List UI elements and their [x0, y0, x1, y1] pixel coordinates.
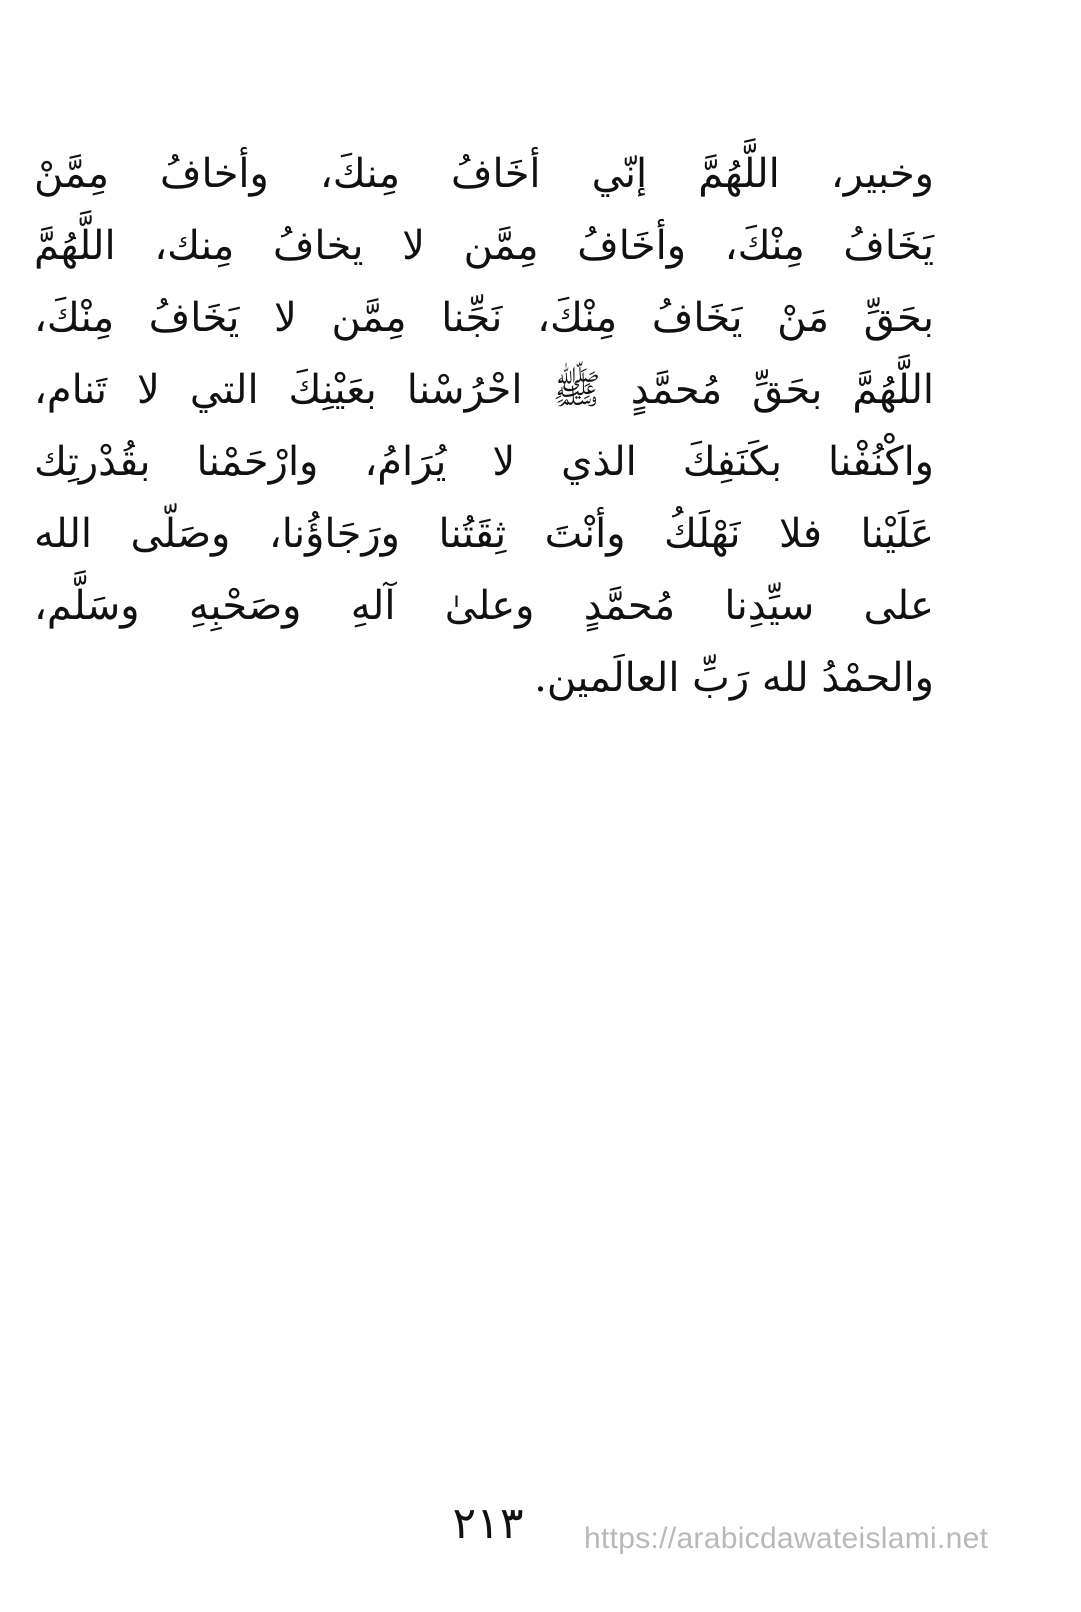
body-text: [34, 138, 934, 714]
text-line-4: اللَّهُمَّ بحَقِّ مُحمَّدٍ ﷺ احْرُسْنا بعَيْنِكَ التي لا تَنام،: [34, 367, 934, 413]
text-line-3: بحَقِّ مَنْ يَخَافُ مِنْكَ، نَجِّنا مِمَّن لا يَخَافُ مِنْكَ،: [34, 295, 934, 341]
text-line-5: واكْنُفْنا بكَنَفِكَ الذي لا يُرَامُ، وارْحَمْنا بقُدْرتِك: [34, 439, 934, 485]
text-line-6: عَلَيْنا فلا نَهْلَكُ وأنْتَ ثِقَتُنا ورَجَاؤُنا، وصَلّى الله: [34, 511, 934, 557]
text-line-1: وخبير، اللَّهُمَّ إنّي أخَافُ مِنكَ، وأخافُ مِمَّنْ: [34, 151, 934, 197]
page-number: ٢١٣: [452, 1498, 524, 1549]
text-line-8: والحمْدُ لله رَبِّ العالَمين.: [534, 655, 934, 701]
text-line-7: على سيِّدِنا مُحمَّدٍ وعلىٰ آلهِ وصَحْبِهِ وسَلَّم،: [34, 583, 934, 629]
watermark-url: https://arabicdawateislami.net: [584, 1522, 989, 1555]
text-line-2: يَخَافُ مِنْكَ، وأخَافُ مِمَّن لا يخافُ مِنك، اللَّهُمَّ: [34, 223, 934, 269]
